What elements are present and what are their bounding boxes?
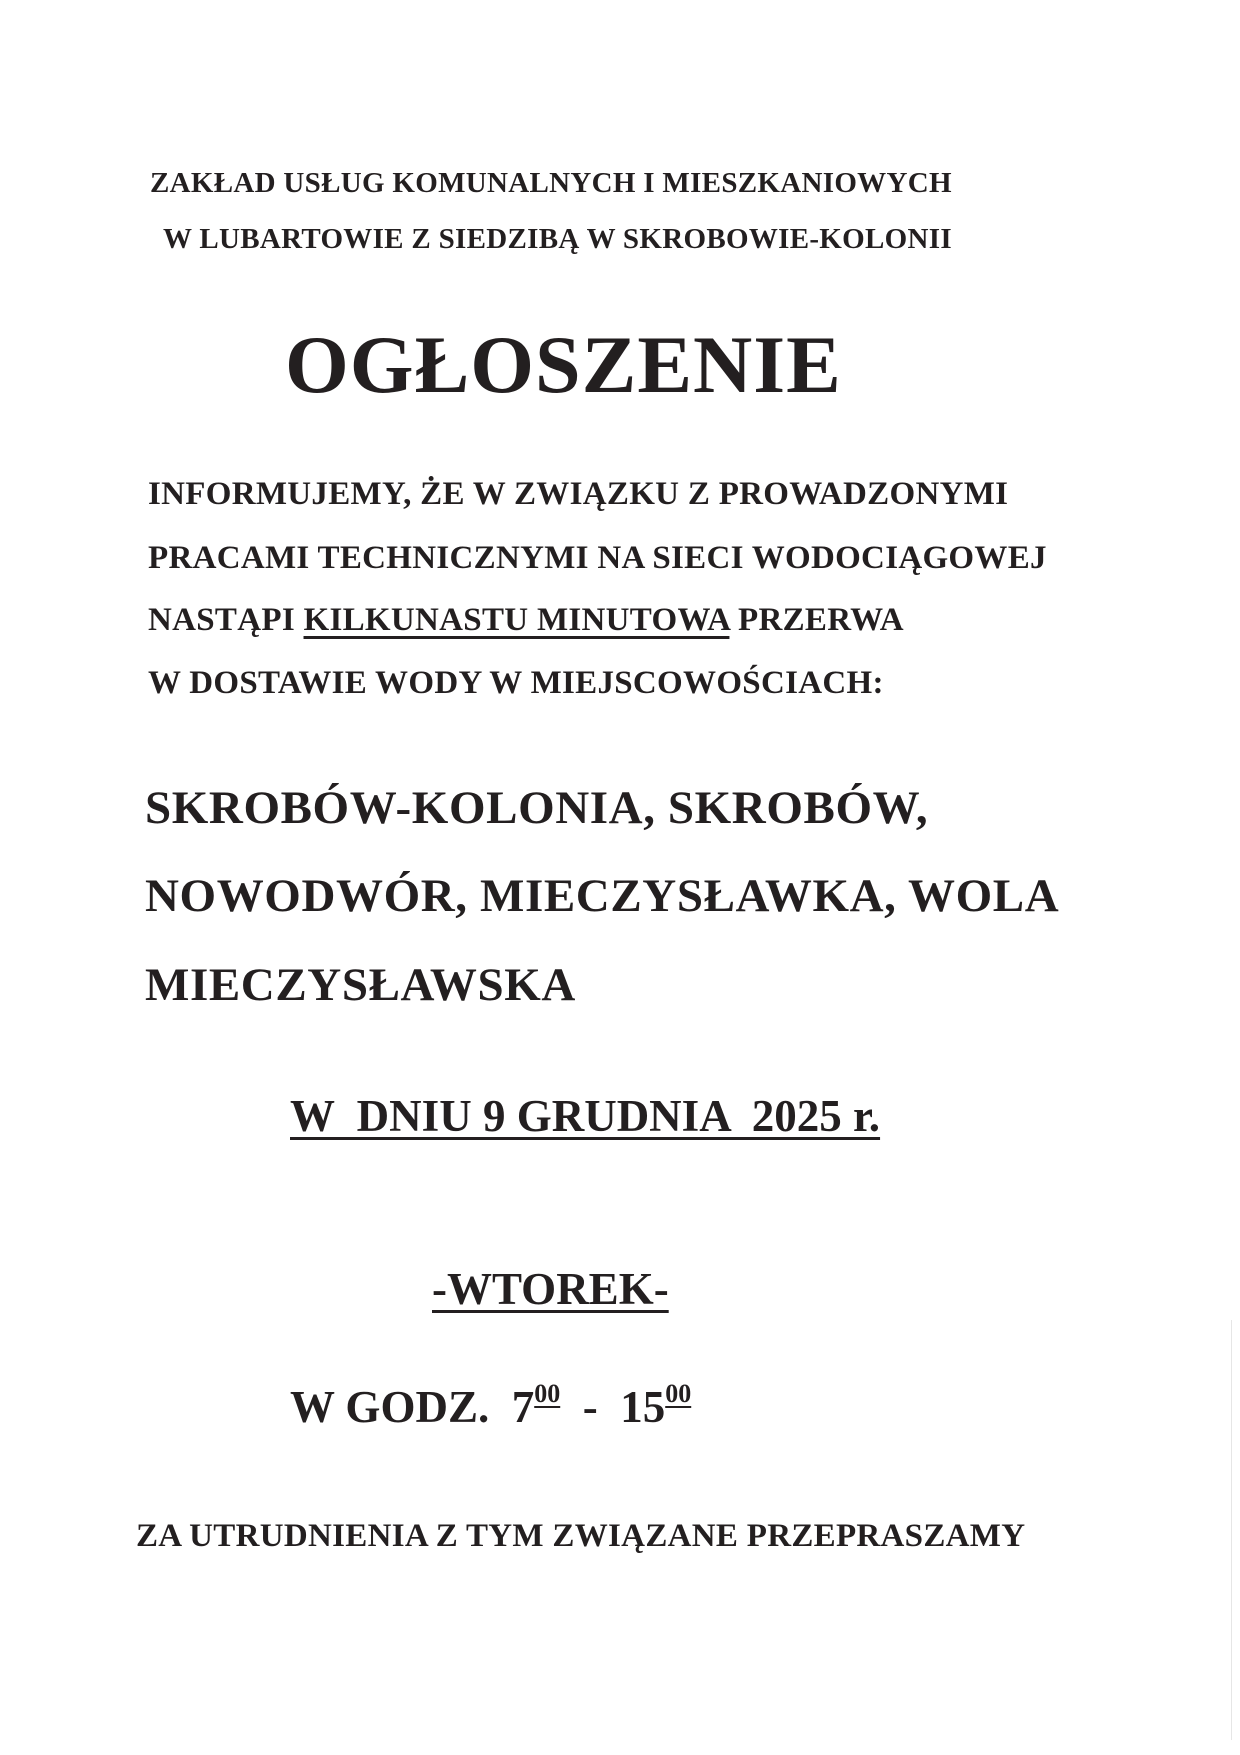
end-minutes: 00: [665, 1379, 692, 1408]
places-line-2: NOWODWÓR, MIECZYSŁAWKA, WOLA: [145, 870, 1060, 922]
places-line-3: MIECZYSŁAWSKA: [145, 959, 576, 1011]
body-line-2: PRACAMI TECHNICZNYMI NA SIECI WODOCIĄGOWEJ: [148, 540, 1047, 576]
start-hour: 7: [511, 1382, 535, 1432]
body-line-1: INFORMUJEMY, ŻE W ZWIĄZKU Z PROWADZONYMI: [148, 476, 1009, 512]
hours-prefix: W GODZ.: [290, 1382, 512, 1432]
closing-line: ZA UTRUDNIENIA Z TYM ZWIĄZANE PRZEPRASZAMY: [136, 1518, 1026, 1554]
start-minutes: 00: [534, 1379, 561, 1408]
header-line-2: W LUBARTOWIE Z SIEDZIBĄ W SKROBOWIE-KOLONII: [163, 223, 952, 255]
places-line-1: SKROBÓW-KOLONIA, SKROBÓW,: [145, 782, 929, 834]
outage-date: W DNIU 9 GRUDNIA 2025 r.: [290, 1091, 881, 1141]
body-line-3: [148, 602, 904, 639]
header-line-1: ZAKŁAD USŁUG KOMUNALNYCH I MIESZKANIOWYCH: [150, 167, 952, 199]
body-line-3-post: PRZERWA: [729, 602, 904, 638]
hours-separator: -: [560, 1382, 621, 1432]
outage-hours: [290, 1379, 691, 1433]
page-title: OGŁOSZENIE: [285, 319, 842, 410]
end-hour: 15: [620, 1382, 666, 1432]
weekday: -WTOREK-: [432, 1264, 669, 1314]
scan-edge-shadow: [1231, 1320, 1232, 1740]
duration-emphasis: KILKUNASTU MINUTOWA: [303, 602, 730, 638]
body-line-4: W DOSTAWIE WODY W MIEJSCOWOŚCIACH:: [148, 665, 884, 701]
body-line-3-pre: NASTĄPI: [148, 602, 304, 638]
